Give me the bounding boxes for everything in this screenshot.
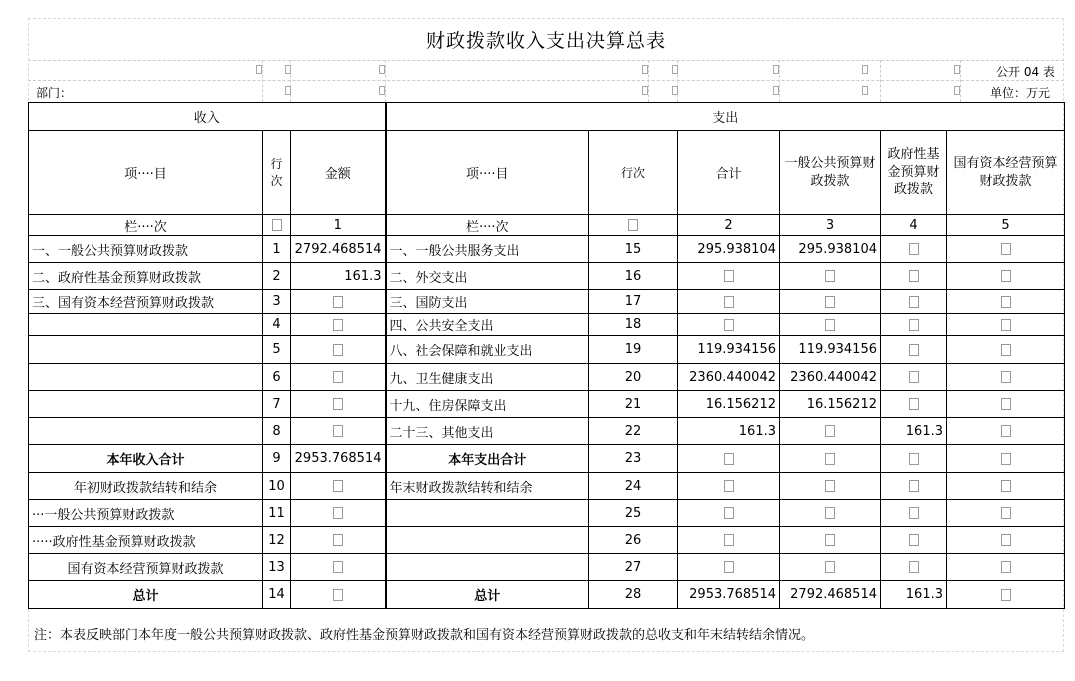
cell-marker [379,86,385,95]
expense-total [678,554,780,581]
gridline [385,60,386,102]
expense-row-no: 20 [589,364,678,391]
empty-cell-marker [825,270,835,282]
empty-cell-marker [825,507,835,519]
expense-total [678,314,780,336]
expense-total: 119.934156 [678,336,780,364]
empty-cell-marker [724,296,734,308]
cell-marker [672,65,678,74]
expense-total [678,500,780,527]
gridline [960,60,961,102]
expense-row-no: 17 [589,290,678,314]
empty-cell-marker [724,453,734,465]
cell-marker [285,65,291,74]
expense-total [678,473,780,500]
empty-cell-marker [1001,561,1011,573]
income-item: 三、国有资本经营预算财政拨款 [29,290,263,314]
income-row-no: 5 [263,336,291,364]
expense-total: 295.938104 [678,236,780,263]
expense-header: 支出 [386,103,1065,131]
empty-cell-marker [628,219,638,231]
expense-row-no: 19 [589,336,678,364]
empty-cell-marker [909,534,919,546]
empty-cell-marker [1001,480,1011,492]
expense-state-capital [947,500,1065,527]
income-amount [291,418,386,445]
cell-marker [256,65,262,74]
table-row [29,473,1065,500]
empty-cell-marker [1001,270,1011,282]
table-row [29,263,1065,290]
expense-item: 本年支出合计 [386,445,589,473]
col-index-label-expense: 栏····次 [386,215,589,236]
income-amount [291,500,386,527]
expense-state-capital [947,364,1065,391]
income-amount: 161.3 [291,263,386,290]
col-index-5: 5 [947,215,1065,236]
expense-state-capital [947,336,1065,364]
income-amount [291,336,386,364]
expense-total: 161.3 [678,418,780,445]
expense-state-capital [947,314,1065,336]
empty-cell-marker [825,561,835,573]
cell-marker [773,86,779,95]
empty-cell-marker [825,453,835,465]
income-amount [291,473,386,500]
cell-marker [862,65,868,74]
expense-state-capital [947,290,1065,314]
expense-row-no: 16 [589,263,678,290]
income-amount: 2792.468514 [291,236,386,263]
expense-item: 九、卫生健康支出 [386,364,589,391]
income-item [29,336,263,364]
empty-cell-marker [333,425,343,437]
cell-marker [954,86,960,95]
expense-item [386,500,589,527]
income-item: ·····政府性基金预算财政拨款 [29,527,263,554]
expense-fund-budget [881,473,947,500]
expense-general-budget [780,445,881,473]
cell-marker [773,65,779,74]
income-item: 总计 [29,581,263,609]
table-title: 财政拨款收入支出决算总表 [425,30,666,52]
table-row [29,364,1065,391]
income-amount [291,364,386,391]
table-row [29,391,1065,418]
income-amount [291,391,386,418]
empty-cell-marker [333,398,343,410]
expense-general-budget [780,314,881,336]
income-item [29,314,263,336]
empty-cell-marker [1001,296,1011,308]
expense-general-budget: 2792.468514 [780,581,881,609]
expense-total: 2360.440042 [678,364,780,391]
empty-cell-marker [333,296,343,308]
expense-row-no: 22 [589,418,678,445]
col-index-blank [263,215,291,236]
expense-total [678,290,780,314]
expense-state-capital [947,418,1065,445]
empty-cell-marker [1001,371,1011,383]
col-header-fund-budget: 政府性基金预算财政拨款 [881,131,947,215]
expense-fund-budget [881,527,947,554]
income-row-no: 11 [263,500,291,527]
empty-cell-marker [1001,344,1011,356]
cell-marker [954,65,960,74]
income-row-no: 8 [263,418,291,445]
table-row [29,581,1065,609]
expense-total [678,527,780,554]
table-row [29,445,1065,473]
expense-fund-budget [881,445,947,473]
col-index-3: 3 [780,215,881,236]
empty-cell-marker [333,534,343,546]
col-index-blank [589,215,678,236]
income-amount: 2953.768514 [291,445,386,473]
empty-cell-marker [825,480,835,492]
empty-cell-marker [1001,425,1011,437]
empty-cell-marker [272,219,282,231]
expense-item: 八、社会保障和就业支出 [386,336,589,364]
expense-row-no: 23 [589,445,678,473]
col-header-item: 项····目 [29,131,263,215]
expense-general-budget [780,473,881,500]
empty-cell-marker [825,534,835,546]
gridline [262,60,263,102]
expense-item: 二十三、其他支出 [386,418,589,445]
empty-cell-marker [909,561,919,573]
expense-fund-budget [881,236,947,263]
expense-item [386,554,589,581]
expense-row-no: 25 [589,500,678,527]
col-header-amount: 金额 [291,131,386,215]
cell-marker [642,86,648,95]
cell-marker [379,65,385,74]
income-row-no: 2 [263,263,291,290]
expense-row-no: 27 [589,554,678,581]
income-item [29,391,263,418]
income-row-no: 10 [263,473,291,500]
table-row [29,336,1065,364]
expense-state-capital [947,236,1065,263]
expense-fund-budget [881,314,947,336]
col-header-total: 合计 [678,131,780,215]
col-header-row-no-expense: 行次 [589,131,678,215]
income-row-no: 9 [263,445,291,473]
income-amount [291,527,386,554]
col-header-state-capital: 国有资本经营预算财政拨款 [947,131,1065,215]
expense-row-no: 24 [589,473,678,500]
expense-item: 总计 [386,581,589,609]
empty-cell-marker [825,425,835,437]
income-item: ···一般公共预算财政拨款 [29,500,263,527]
expense-row-no: 28 [589,581,678,609]
expense-fund-budget [881,364,947,391]
expense-total: 2953.768514 [678,581,780,609]
expense-general-budget: 119.934156 [780,336,881,364]
col-index-2: 2 [678,215,780,236]
table-row [29,527,1065,554]
table-row [29,236,1065,263]
expense-general-budget [780,263,881,290]
empty-cell-marker [333,561,343,573]
expense-general-budget [780,500,881,527]
income-row-no: 7 [263,391,291,418]
expense-total [678,263,780,290]
empty-cell-marker [1001,398,1011,410]
income-row-no: 4 [263,314,291,336]
gridline [648,60,649,102]
expense-general-budget: 2360.440042 [780,364,881,391]
expense-fund-budget [881,391,947,418]
empty-cell-marker [333,589,343,601]
table-row [29,290,1065,314]
income-row-no: 6 [263,364,291,391]
income-row-no: 14 [263,581,291,609]
income-row-no: 1 [263,236,291,263]
empty-cell-marker [909,344,919,356]
income-item: 一、一般公共预算财政拨款 [29,236,263,263]
income-header: 收入 [29,103,386,131]
table-row [29,314,1065,336]
empty-cell-marker [724,319,734,331]
income-row-no: 12 [263,527,291,554]
col-index-label: 栏····次 [29,215,263,236]
gridline [880,60,881,102]
income-item: 二、政府性基金预算财政拨款 [29,263,263,290]
empty-cell-marker [909,507,919,519]
expense-fund-budget [881,263,947,290]
expense-state-capital [947,263,1065,290]
empty-cell-marker [333,319,343,331]
income-item: 年初财政拨款结转和结余 [29,473,263,500]
income-row-no: 13 [263,554,291,581]
col-index-4: 4 [881,215,947,236]
empty-cell-marker [909,398,919,410]
expense-row-no: 26 [589,527,678,554]
col-header-general-budget: 一般公共预算财政拨款 [780,131,881,215]
department-label: 部门： [36,86,73,100]
empty-cell-marker [909,296,919,308]
income-amount [291,554,386,581]
col-header-row-no: 行次 [263,131,291,215]
empty-cell-marker [909,480,919,492]
expense-item: 三、国防支出 [386,290,589,314]
expense-general-budget [780,554,881,581]
unit-label: 单位：万元 [990,86,1051,100]
expense-row-no: 15 [589,236,678,263]
income-row-no: 3 [263,290,291,314]
income-amount [291,314,386,336]
fiscal-summary-table [28,102,1065,609]
expense-state-capital [947,554,1065,581]
empty-cell-marker [724,561,734,573]
empty-cell-marker [724,507,734,519]
col-header-item-expense: 项····目 [386,131,589,215]
empty-cell-marker [1001,453,1011,465]
expense-state-capital [947,473,1065,500]
empty-cell-marker [333,507,343,519]
expense-fund-budget: 161.3 [881,581,947,609]
expense-fund-budget [881,500,947,527]
expense-item: 二、外交支出 [386,263,589,290]
empty-cell-marker [1001,534,1011,546]
expense-general-budget [780,418,881,445]
empty-cell-marker [333,480,343,492]
empty-cell-marker [333,371,343,383]
expense-state-capital [947,445,1065,473]
income-amount [291,581,386,609]
expense-total [678,445,780,473]
expense-general-budget: 295.938104 [780,236,881,263]
empty-cell-marker [1001,319,1011,331]
expense-state-capital [947,391,1065,418]
income-item: 本年收入合计 [29,445,263,473]
empty-cell-marker [1001,589,1011,601]
cell-marker [642,65,648,74]
expense-total: 16.156212 [678,391,780,418]
empty-cell-marker [909,371,919,383]
empty-cell-marker [909,243,919,255]
table-row [29,418,1065,445]
empty-cell-marker [825,296,835,308]
expense-item: 十九、住房保障支出 [386,391,589,418]
income-item: 国有资本经营预算财政拨款 [29,554,263,581]
form-number: 公开 04 表 [996,65,1055,79]
table-row [29,500,1065,527]
empty-cell-marker [1001,507,1011,519]
empty-cell-marker [909,319,919,331]
empty-cell-marker [333,344,343,356]
expense-row-no: 21 [589,391,678,418]
income-item [29,364,263,391]
expense-item: 一、一般公共服务支出 [386,236,589,263]
empty-cell-marker [1001,243,1011,255]
empty-cell-marker [825,319,835,331]
table-note: 注：本表反映部门本年度一般公共预算财政拨款、政府性基金预算财政拨款和国有资本经营预算财政拨款的总收支和年末结转结余情况。 [34,628,815,643]
expense-state-capital [947,527,1065,554]
expense-general-budget: 16.156212 [780,391,881,418]
expense-state-capital [947,581,1065,609]
expense-item: 年末财政拨款结转和结余 [386,473,589,500]
empty-cell-marker [909,270,919,282]
gridline [28,60,1064,61]
table-row [29,554,1065,581]
col-index-1: 1 [291,215,386,236]
empty-cell-marker [724,480,734,492]
expense-general-budget [780,290,881,314]
expense-fund-budget [881,290,947,314]
empty-cell-marker [724,270,734,282]
empty-cell-marker [909,453,919,465]
expense-general-budget [780,527,881,554]
expense-item [386,527,589,554]
income-amount [291,290,386,314]
expense-item: 四、公共安全支出 [386,314,589,336]
gridline [779,60,780,102]
expense-fund-budget [881,554,947,581]
expense-fund-budget: 161.3 [881,418,947,445]
cell-marker [285,86,291,95]
income-item [29,418,263,445]
expense-fund-budget [881,336,947,364]
empty-cell-marker [724,534,734,546]
cell-marker [672,86,678,95]
expense-row-no: 18 [589,314,678,336]
cell-marker [862,86,868,95]
gridline [28,80,1064,81]
